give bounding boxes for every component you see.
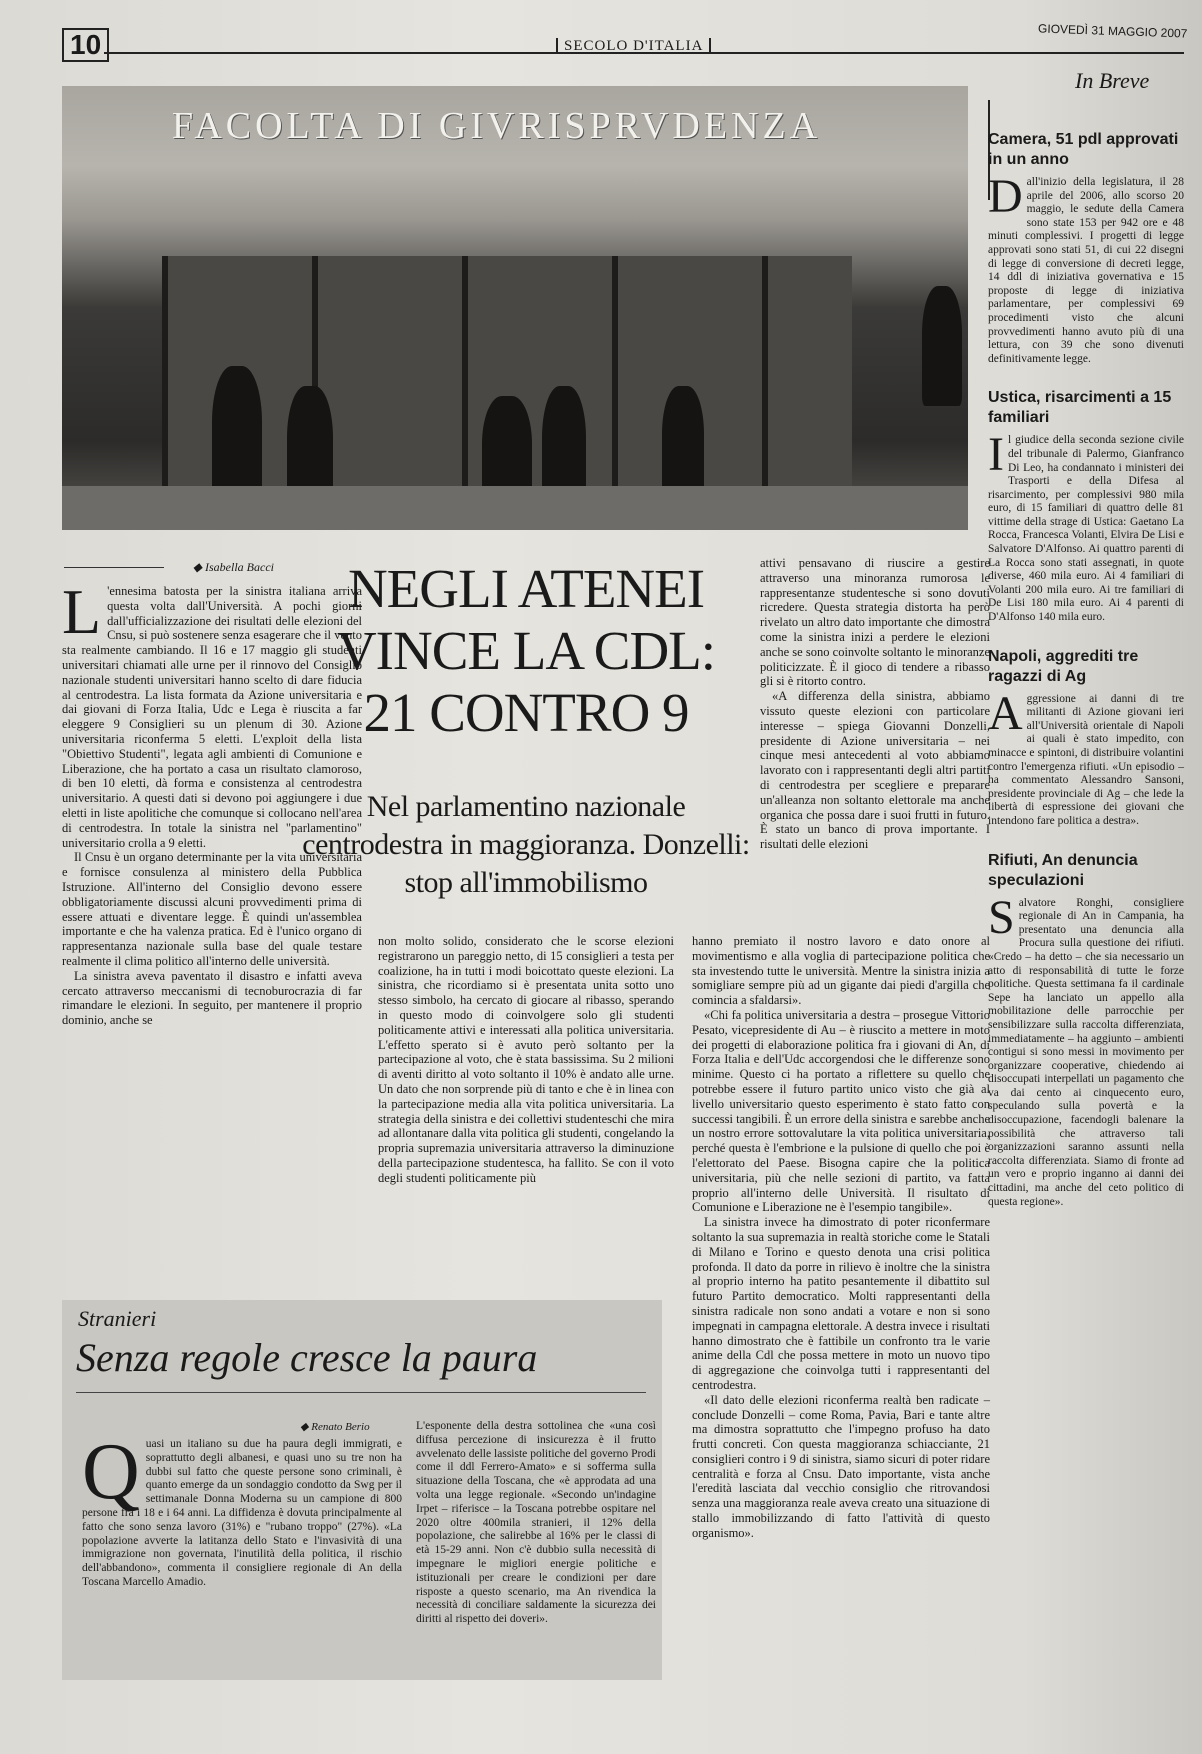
article-column-1 — [62, 576, 362, 1028]
title-line: 21 CONTRO 9 — [363, 682, 689, 743]
article-column-2 — [378, 934, 674, 1186]
photo-person — [922, 286, 962, 406]
article-subtitle: Nel parlamentino nazionale centrodestra in maggioranza. Donzelli: stop all'immobilismo — [302, 790, 750, 899]
brief-body: l giudice della seconda sezione civile del tribunale di Palermo, Gianfranco Di Leo, ha condannato i ministeri dei Trasporti e della Difesa al risarcimento, per complessivi 980 mila euro, di 15 familiari di quattro delle 81 vittime della strage di Ustica: Gaetano La Rocca, Francesca Volanti, Elvira De Lisi e Salvatore D'Alfonso. Ai quattro parenti di La Rocca sono stati assegnati, in quote diverse, 460 mila euro. Ai 4 familiari di Volanti 200 mila euro. Ai tre familiari di De Lisi 180 mila euro. Ai 4 parenti di D'Alfonso 140 mila euro. — [988, 434, 1184, 624]
box-text: uasi un italiano su due ha paura degli immigrati, e soprattutto degli albanesi, e quasi uno su tre non ha dubbi sul fatto che queste persone sono criminali, è quanto emerge da un sondaggio condotto da Swg per il settimanale Donna Moderna su un campione di 800 persone fra i 18 e i 64 anni. La diffidenza è dovuta principalmente al fatto che sono senza lavoro (31%) e "rubano troppo" (27%). «La popolazione avverte la latitanza dello Stato e l'invasività di una immigrazione non governata, l'inutilità della politica, il rischio dell'abbandono», commenta il consigliere regionale di An della Toscana Marcello Amadio. — [82, 1438, 402, 1588]
lead-photo — [62, 86, 968, 530]
brief-title: Ustica, risarcimenti a 15 familiari — [988, 389, 1172, 427]
brief-title: Rifiuti, An denuncia speculazioni — [988, 851, 1138, 889]
photo-person — [212, 366, 262, 506]
paragraph: «A differenza della sinistra, abbiamo vissuto queste elezioni con particolare interesse – spiega Giovanni Donzelli, presidente di Azione universitaria – nei cinque mesi antecedenti al voto abbiamo lavorato con i rappresentanti degli altri partiti di centrodestra per scegliere e preparare un'alleanza non soltanto elettorale ma anche organica che possa dare i suoi frutti in futuro. È stato un banco di prova importante. I risultati delle elezioni — [760, 689, 990, 852]
article-byline: ◆ Isabella Bacci — [64, 560, 274, 575]
brief-item — [988, 647, 1184, 829]
box-title: Senza regole cresce la paura — [76, 1335, 538, 1380]
article-column-3-bottom — [692, 934, 990, 1541]
paragraph: hanno premiato il nostro lavoro e dato onore al movimentismo e alla voglia di partecipazione politica che sta investendo tutte le università. Mentre la sinistra inizia a somigliare sempre più ad un gigante dai piedi d'argilla che comincia a sfaldarsi». — [692, 934, 990, 1008]
issue-date: GIOVEDÌ 31 MAGGIO 2007 — [1037, 21, 1188, 41]
news-sidebar — [988, 92, 1184, 1231]
brief-title: Napoli, aggrediti tre ragazzi di Ag — [988, 647, 1139, 685]
paragraph-text: 'ennesima batosta per la sinistra italiana arriva questa volta dall'Università. A pochi giorni dall'ufficializzazione dei risultati delle elezioni del Cnsu, si può sostenere senza esagerare che il vento sta realmente cambiando. Il 16 e 17 maggio gli studenti universitari chiamati alle urne per il rinnovo del Consiglio nazionale studenti universitari hanno scelto di dare fiducia al centrodestra. La lista formata da Azione universitaria e dai giovani di Forza Italia, Udc e Lega è riuscita a far eleggere 9 Consiglieri su un plenum di 30. Azione universitaria riconferma 5 eletti. L'exploit della lista "Obiettivo Studenti", legata agli ambienti di Comunione e Liberazione, che ha portato a casa un risultato clamoroso, di ben 10 eletti, dà forma e consistenza al centrodestra universitario. A questi dati si devono poi aggiungere i due eletti in liste apolitiche che comunque si collocano nell'area di centrodestra. In totale la sinistra nel "parlamentino" universitario crolla a 9 eletti. — [62, 584, 362, 850]
byline-name: Isabella Bacci — [205, 560, 274, 574]
brief-item — [988, 130, 1184, 366]
drop-cap: S — [988, 890, 1015, 944]
paragraph — [62, 576, 362, 850]
photo-steps — [62, 486, 968, 530]
paragraph: La sinistra aveva paventato il disastro e infatti aveva cercato attraverso meccanismi di tecnoburocrazia di far rimandare le elezioni. In seguito, per mantenere il proprio dominio, anche se — [62, 968, 362, 1028]
page-number: 10 — [62, 28, 109, 62]
paragraph: «Il dato delle elezioni riconferma realtà ben radicate – conclude Donzelli – come Roma, Pavia, Bari e tante altre ma dimostra soprattutto che l'impegno profuso ha dato frutti concreti. Con questa maggioranza schiacciante, 21 consiglieri contro i 9 di sinistra, siamo sicuri di poter ridare centralità e forza al Cnsu. Dato importante, vista anche l'eredità lasciata dal vecchio consiglio che ritrovandosi senza una maggioranza reale aveva creato una situazione di stallo immobilizzando di fatto l'attività di questo organismo». — [692, 1392, 990, 1540]
brief-body: ggressione ai danni di tre militanti di Azione giovani ieri all'Università orientale di Napoli ai quali è stato impedito, con minacce e spintoni, di distribuire volantini contro l'emergenza rifiuti. «Un episodio – ha commentato Alessandro Sansoni, presidente provinciale di Ag – che lede la libertà di espressione dei giovani che intendono fare politica a destra». — [988, 692, 1184, 827]
brief-text — [988, 428, 1184, 624]
brief-body: all'inizio della legislatura, il 28 aprile del 2006, allo scorso 20 maggio, le sedute della Camera sono state 153 per 942 ore e 48 minuti complessivi. I progetti di legge approvati sono stati 51, di cui 22 disegni di legge di conversione di decreti legge, 14 ddl di iniziativa governativa e 15 proposte di legge di iniziativa parlamentare, per complessivi 69 procedimenti visto che alcuni provvedimenti hanno avuto più di una lettura, con 39 che sono divenuti definitivamente legge. — [988, 176, 1184, 365]
paragraph: Il Cnsu è un organo determinante per la vita universitaria e fornisce consulenza al ministero della Pubblica Istruzione. All'interno del Consiglio devono essere obbligatoriamente discussi alcuni provvedimenti prima di essere attuati e diventare legge. È quindi un'assemblea importante e che ha valenza pratica. Ed è l'unico organo di rappresentanza nazionale sulla base del quale testare realmente il clima politico all'interno delle università. — [62, 850, 362, 968]
box-rule — [76, 1392, 646, 1393]
drop-cap: D — [988, 170, 1023, 223]
box-section-tag: Stranieri — [78, 1306, 157, 1331]
brief-item — [988, 851, 1184, 1210]
paragraph: «Chi fa politica universitaria a destra – prosegue Vittorio Pesato, vicepresidente di Au – è riuscito a mettere in moto dei progetti di elaborazione politica fra i giovani di An, di Forza Italia e dell'Udc accorgendosi che le differenze sono minime. Questo ci ha portato a riflettere su quello che potrebbe essere il futuro partito unico visto che già al livello universitario questo esperimento è stato fatto con successi tangibili. È un errore della sinistra e sarebbe anche un nostro errore sottovalutare la vita politica universitaria, perché questa è l'embrione e la pulsione di quello che poi è l'elettorato del Paese. Bisogna capire che la politica universitaria, più che nelle sezioni di partito, va fatta proprio all'interno delle Università. Il risultato di Comunione e Liberazione ne è l'esempio tangibile». — [692, 1007, 990, 1215]
paragraph: non molto solido, considerato che le scorse elezioni registrarono un pareggio netto, di 15 consiglieri a testa per coalizione, ha in tutti i modi boicottato queste elezioni. La sinistra, che ricordiamo si è presentata unita sotto uno stesso simbolo, ha cercato di giocare al ribasso, sperando in questo modo di coinvolgere solo gli studenti politicamente attivi e interessati alla politica universitaria. L'effetto sperato si è avuto però soltanto per la partecipazione al voto, che è stata bassissima. Su 2 milioni di aventi diritto al voto soltanto il 10% è andato alle urne. Un dato che non sorprende più di tanto e che è in linea con la partecipazione media alla vita politica universitaria. La strategia della sinistra e dei collettivi studenteschi che mira ad allontanare dalla vita politica gli studenti, congelando la propria supremazia universitaria attraverso la diminuzione della partecipazione studentesca, ha fallito. Se con il voto degli studenti politicamente più — [378, 934, 674, 1185]
drop-cap: Q — [82, 1428, 140, 1516]
article-title — [306, 558, 746, 744]
paragraph: attivi pensavano di riuscire a gestire attraverso una minoranza rumorosa le rappresentanze studentesche si sono dovuti ricredere. Questa strategia distorta ha però rivelato un altro dato importante che dimostra come la sinistra inizi a perdere le elezioni anche se sono coinvolte soltanto le minoranze politicizzate. È il gioco di tendere a ribasso gli si è ritorto contro. — [760, 556, 990, 689]
brief-item — [988, 388, 1184, 624]
title-line: NEGLI ATENEI — [347, 558, 705, 619]
masthead: SECOLO D'ITALIA — [556, 38, 711, 54]
brief-text — [988, 890, 1184, 1210]
title-line: VINCE LA CDL: — [336, 620, 716, 681]
brief-text — [988, 170, 1184, 366]
brief-text — [988, 686, 1184, 829]
drop-cap: L — [62, 576, 102, 647]
paragraph: La sinistra invece ha dimostrato di poter riconfermare soltanto la sua supremazia in realtà storiche come le Statali di Milano e Torino e questo denota una crisi politica profonda. Il dato da porre in rilievo è inoltre che la sinistra al proprio interno ha patito pesantemente il dibattito sul futuro Partito democratico. Molti rappresentanti della sinistra radicale non sono andati a votare e non si sono impegnati in campagna elettorale. A destra invece i risultati hanno dimostrato che è fattibile un confronto tra le varie anime della Cdl che possa mettere in moto un nuovo tipo di aggregazione che coinvolga tutti i rappresentanti del centrodestra. — [692, 1215, 990, 1392]
in-breve-heading: In Breve — [1075, 68, 1150, 93]
drop-cap: I — [988, 428, 1004, 482]
brief-title: Camera, 51 pdl approvati in un anno — [988, 131, 1179, 168]
facade-inscription: FACOLTA DI GIVRISPRVDENZA — [172, 105, 822, 147]
brief-body: alvatore Ronghi, consigliere regionale di An in Campania, ha presentato una denuncia alla Procura sulla questione dei rifiuti. «Credo – ha detto – che sia necessario un atto di responsabilità di tutte le forze politiche. Questa settimana fa il cardinale Sepe ha lanciato un appello alla mobilitazione delle parrocchie per sensibilizzare sulla raccolta differenziata, immediatamente – ha aggiunto – ambienti contigui si sono messi in movimento per organizzare cooperative, chiedendo ai disoccupati interpellati un pagamento che va dai cento ai cinquecento euro, speculando sulla povertà e la disoccupazione, facendogli balenare la possibilità che attraverso tali organizzazioni saranno assunti nella raccolta differenziata. Siamo di fronte ad un vero e proprio inganno ai danni dei cittadini, ma anche del ceto politico di questa regione». — [988, 896, 1184, 1208]
article-column-3-top — [760, 556, 990, 852]
byline-name: Renato Berio — [311, 1421, 370, 1433]
box-byline: ◆ Renato Berio — [300, 1421, 370, 1433]
box-column-1 — [82, 1428, 402, 1590]
box-column-2: L'esponente della destra sottolinea che «una così diffusa percezione di insicurezza è il frutto avvelenato delle lassiste politiche del governo Prodi come il ddl Ferrero-Amato» e si sofferma sulla situazione della Toscana, che «è approdata ad una volta una legge regionale. «Secondo un'indagine Irpet – riferisce – la Toscana potrebbe ospitare nel 2020 oltre 400mila stranieri, il 12% della popolazione, che salirebbe al 16% per le classi di età 15-29 anni. Non c'è dubbio sulla necessità di impegnare le migliori energie politiche e istituzionali per creare le condizioni per dare risposte a questo scenario, ma An rivendica la necessità di conciliare saldamente la sicurezza dei diritti al rispetto dei doveri». — [416, 1420, 656, 1626]
drop-cap: A — [988, 686, 1023, 740]
